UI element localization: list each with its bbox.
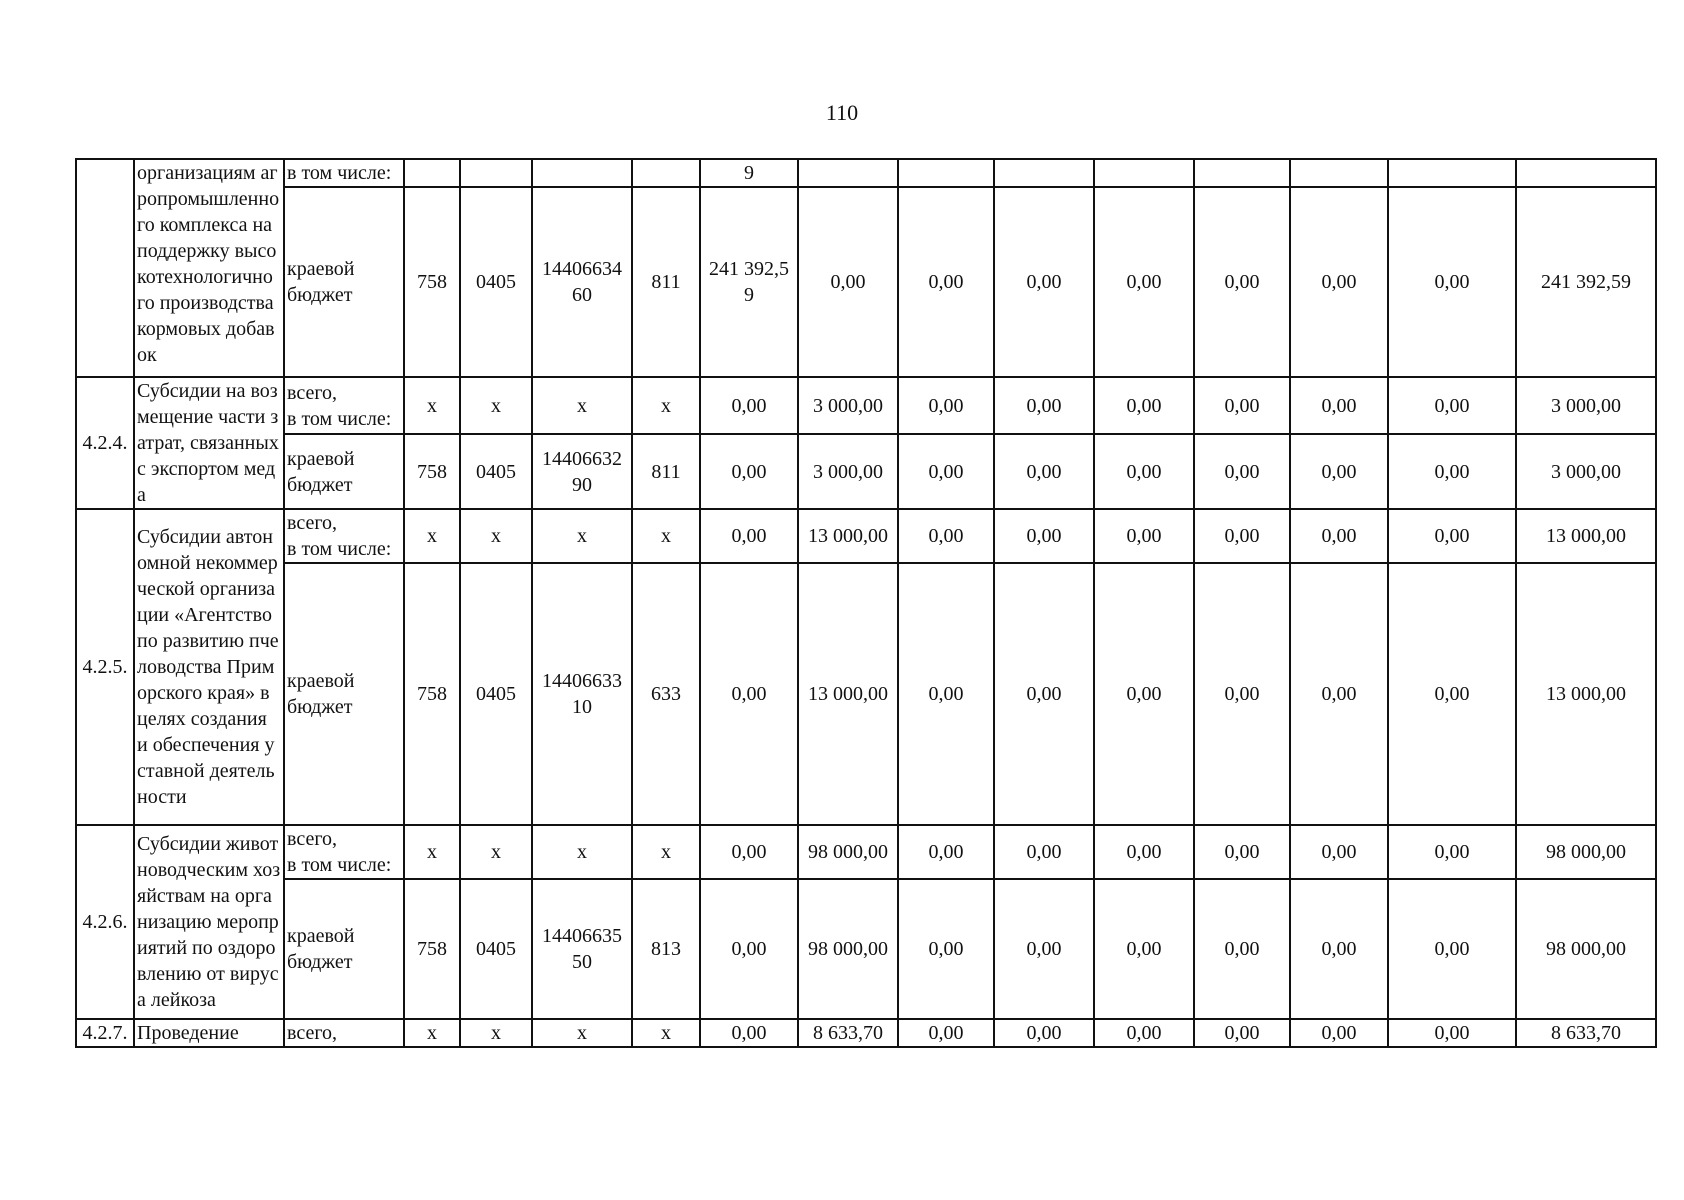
value-cell: [898, 159, 994, 187]
table-row: [76, 509, 1656, 563]
value-cell: 13 000,00: [1516, 509, 1656, 563]
value-cell: x: [404, 377, 460, 434]
value-cell: 811: [632, 434, 700, 509]
funding-source: краевой бюджет: [284, 879, 404, 1019]
value-cell: 0,00: [994, 825, 1094, 879]
value-cell: 0,00: [994, 1019, 1094, 1047]
value-cell: x: [532, 509, 632, 563]
value-cell: 0405: [460, 879, 532, 1019]
value-cell: 0,00: [1094, 563, 1194, 825]
value-cell: 0,00: [1094, 879, 1194, 1019]
value-cell: 0,00: [1388, 825, 1516, 879]
value-cell: 14406634 60: [532, 187, 632, 377]
value-cell: [1094, 159, 1194, 187]
item-number: [76, 159, 134, 377]
value-cell: 0,00: [1094, 509, 1194, 563]
value-cell: 0,00: [1194, 1019, 1290, 1047]
value-cell: 3 000,00: [798, 377, 898, 434]
value-cell: x: [404, 509, 460, 563]
item-description: Субсидии автономной некоммерческой организации «Агентство по развитию пчеловодства Приморского края» в целях создания и обеспечения уставной деятельности: [134, 509, 284, 825]
value-cell: 0,00: [1290, 1019, 1388, 1047]
value-cell: x: [460, 377, 532, 434]
value-cell: 0,00: [994, 563, 1094, 825]
funding-source: всего, в том числе:: [284, 509, 404, 563]
value-cell: 0405: [460, 563, 532, 825]
value-cell: 0,00: [898, 377, 994, 434]
funding-source: всего,: [284, 1019, 404, 1047]
item-description: организациям агропромышленного комплекса на поддержку высокотехнологичного производства кормовых добавок: [134, 159, 284, 377]
value-cell: 0,00: [994, 879, 1094, 1019]
value-cell: [532, 159, 632, 187]
value-cell: 0,00: [1388, 879, 1516, 1019]
value-cell: 0,00: [700, 825, 798, 879]
value-cell: 0,00: [1388, 377, 1516, 434]
budget-table: [75, 158, 1657, 1048]
value-cell: 0,00: [898, 1019, 994, 1047]
value-cell: 0,00: [994, 434, 1094, 509]
funding-source: краевой бюджет: [284, 434, 404, 509]
table-row: [76, 159, 1656, 187]
value-cell: 98 000,00: [798, 879, 898, 1019]
value-cell: 13 000,00: [798, 509, 898, 563]
item-number: 4.2.5.: [76, 509, 134, 825]
value-cell: 0405: [460, 187, 532, 377]
value-cell: 0,00: [994, 187, 1094, 377]
table-row: [76, 825, 1656, 879]
value-cell: 98 000,00: [1516, 825, 1656, 879]
value-cell: 0,00: [700, 1019, 798, 1047]
value-cell: 0,00: [1290, 377, 1388, 434]
value-cell: 0,00: [898, 879, 994, 1019]
value-cell: 9: [700, 159, 798, 187]
value-cell: 0,00: [898, 825, 994, 879]
value-cell: 0,00: [1388, 187, 1516, 377]
value-cell: 0,00: [1194, 509, 1290, 563]
item-number: 4.2.7.: [76, 1019, 134, 1047]
value-cell: 0,00: [1290, 563, 1388, 825]
value-cell: 813: [632, 879, 700, 1019]
value-cell: 3 000,00: [1516, 434, 1656, 509]
value-cell: [1194, 159, 1290, 187]
value-cell: 811: [632, 187, 700, 377]
value-cell: 0,00: [1194, 563, 1290, 825]
value-cell: 0,00: [700, 879, 798, 1019]
value-cell: 98 000,00: [798, 825, 898, 879]
table-row: [76, 563, 1656, 825]
value-cell: 0,00: [898, 509, 994, 563]
value-cell: 0405: [460, 434, 532, 509]
funding-source: всего, в том числе:: [284, 377, 404, 434]
value-cell: 8 633,70: [798, 1019, 898, 1047]
value-cell: 0,00: [1094, 434, 1194, 509]
value-cell: x: [404, 825, 460, 879]
value-cell: 0,00: [898, 187, 994, 377]
value-cell: 0,00: [1194, 879, 1290, 1019]
item-description: Субсидии животноводческим хозяйствам на организацию мероприятий по оздоровлению от вируса лейкоза: [134, 825, 284, 1019]
value-cell: x: [460, 825, 532, 879]
value-cell: 0,00: [1388, 563, 1516, 825]
value-cell: 0,00: [1094, 1019, 1194, 1047]
item-number: 4.2.6.: [76, 825, 134, 1019]
value-cell: [404, 159, 460, 187]
value-cell: [1388, 159, 1516, 187]
value-cell: x: [632, 377, 700, 434]
value-cell: 14406635 50: [532, 879, 632, 1019]
value-cell: 0,00: [1094, 187, 1194, 377]
value-cell: x: [460, 509, 532, 563]
value-cell: 0,00: [1094, 377, 1194, 434]
item-description: Проведение: [134, 1019, 284, 1047]
value-cell: 0,00: [1194, 377, 1290, 434]
table-body: [76, 159, 1656, 1047]
funding-source: в том числе:: [284, 159, 404, 187]
value-cell: 0,00: [700, 434, 798, 509]
value-cell: 0,00: [994, 377, 1094, 434]
value-cell: 0,00: [1388, 1019, 1516, 1047]
value-cell: [1290, 159, 1388, 187]
value-cell: 633: [632, 563, 700, 825]
value-cell: 0,00: [700, 563, 798, 825]
value-cell: x: [632, 509, 700, 563]
value-cell: 0,00: [1194, 187, 1290, 377]
page-number: 110: [825, 100, 859, 125]
value-cell: 0,00: [798, 187, 898, 377]
value-cell: 758: [404, 187, 460, 377]
value-cell: 0,00: [1290, 825, 1388, 879]
value-cell: x: [532, 1019, 632, 1047]
value-cell: 0,00: [1290, 187, 1388, 377]
value-cell: 241 392,5 9: [700, 187, 798, 377]
value-cell: 0,00: [1388, 509, 1516, 563]
item-number: 4.2.4.: [76, 377, 134, 509]
value-cell: 758: [404, 879, 460, 1019]
value-cell: 0,00: [1290, 879, 1388, 1019]
value-cell: 758: [404, 563, 460, 825]
value-cell: 0,00: [898, 563, 994, 825]
value-cell: x: [632, 825, 700, 879]
table-row: [76, 377, 1656, 434]
value-cell: 13 000,00: [1516, 563, 1656, 825]
table-row: [76, 434, 1656, 509]
funding-source: краевой бюджет: [284, 563, 404, 825]
value-cell: 0,00: [1290, 434, 1388, 509]
table-row: [76, 879, 1656, 1019]
value-cell: [798, 159, 898, 187]
value-cell: 241 392,59: [1516, 187, 1656, 377]
value-cell: 0,00: [1290, 509, 1388, 563]
value-cell: 3 000,00: [1516, 377, 1656, 434]
table-row: [76, 1019, 1656, 1047]
value-cell: 0,00: [1194, 434, 1290, 509]
value-cell: 0,00: [700, 509, 798, 563]
value-cell: [632, 159, 700, 187]
table-row: [76, 187, 1656, 377]
funding-source: краевой бюджет: [284, 187, 404, 377]
value-cell: x: [404, 1019, 460, 1047]
value-cell: 14406633 10: [532, 563, 632, 825]
value-cell: [460, 159, 532, 187]
value-cell: [994, 159, 1094, 187]
value-cell: 0,00: [1194, 825, 1290, 879]
value-cell: 0,00: [898, 434, 994, 509]
value-cell: 0,00: [1388, 434, 1516, 509]
value-cell: 14406632 90: [532, 434, 632, 509]
value-cell: x: [532, 825, 632, 879]
value-cell: 13 000,00: [798, 563, 898, 825]
funding-source: всего, в том числе:: [284, 825, 404, 879]
item-description: Субсидии на возмещение части затрат, связанных с экспортом меда: [134, 377, 284, 509]
value-cell: 98 000,00: [1516, 879, 1656, 1019]
value-cell: 8 633,70: [1516, 1019, 1656, 1047]
value-cell: 3 000,00: [798, 434, 898, 509]
value-cell: 758: [404, 434, 460, 509]
value-cell: [1516, 159, 1656, 187]
value-cell: 0,00: [1094, 825, 1194, 879]
value-cell: x: [460, 1019, 532, 1047]
value-cell: 0,00: [994, 509, 1094, 563]
value-cell: 0,00: [700, 377, 798, 434]
value-cell: x: [532, 377, 632, 434]
value-cell: x: [632, 1019, 700, 1047]
